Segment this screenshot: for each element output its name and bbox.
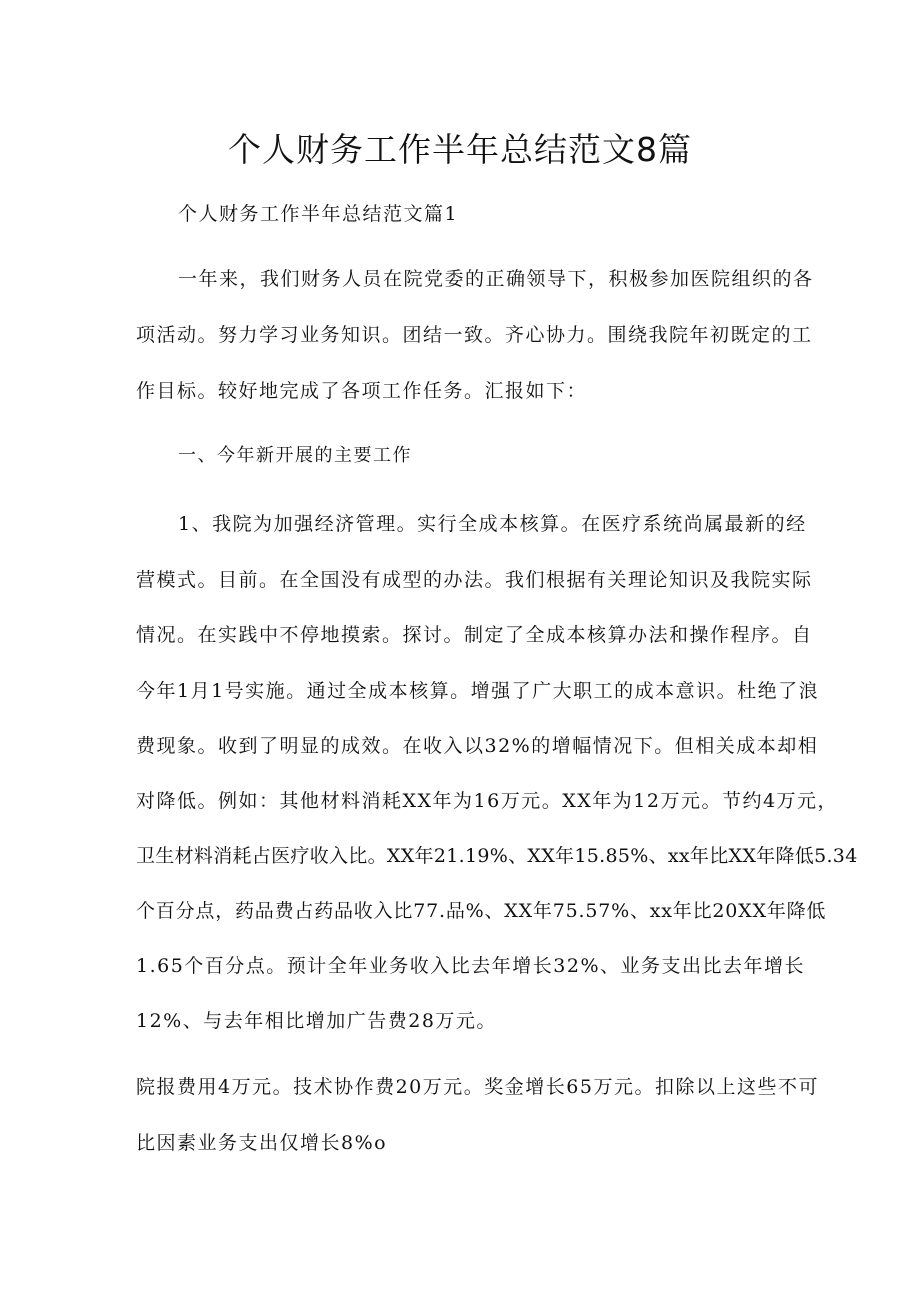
paragraph-line: 今年1月1号实施。通过全成本核算。增强了广大职工的成本意识。杜绝了浪 xyxy=(136,680,820,702)
paragraph-line: 1.65个百分点。预计全年业务收入比去年增长32%、业务支出比去年增长 xyxy=(136,955,806,977)
document-subtitle: 个人财务工作半年总结范文篇1 xyxy=(178,203,459,225)
paragraph-line: 营模式。目前。在全国没有成型的办法。我们根据有关理论知识及我院实际 xyxy=(136,569,813,591)
paragraph-line: 对降低。例如：其他材料消耗XX年为16万元。XX年为12万元。节约4万元， xyxy=(136,790,839,812)
paragraph-line: 一年来，我们财务人员在院党委的正确领导下，积极参加医院组织的各 xyxy=(178,268,814,290)
paragraph-line: 1、我院为加强经济管理。实行全成本核算。在医疗系统尚属最新的经 xyxy=(178,513,807,535)
paragraph-line: 比因素业务支出仅增长8%o xyxy=(136,1132,388,1154)
paragraph-line: 个百分点，药品费占药品收入比77.品%、XX年75.57%、xx年比20XX年降低 xyxy=(136,900,827,922)
paragraph-line: 院报费用4万元。技术协作费20万元。奖金增长65万元。扣除以上这些不可 xyxy=(136,1076,819,1098)
section-heading: 一、今年新开展的主要工作 xyxy=(178,445,412,466)
paragraph-line: 作目标。较好地完成了各项工作任务。汇报如下： xyxy=(136,380,588,402)
paragraph-line: 情况。在实践中不停地摸索。探讨。制定了全成本核算办法和操作程序。自 xyxy=(136,624,813,646)
paragraph-line: 卫生材料消耗占医疗收入比。XX年21.19%、XX年15.85%、xx年比XX年降低5.34 xyxy=(136,845,858,867)
paragraph-line: 12%、与去年相比增加广告费28万元。 xyxy=(136,1010,497,1032)
page-title: 个人财务工作半年总结范文8篇 xyxy=(228,130,692,169)
paragraph-line: 费现象。收到了明显的成效。在收入以32%的增幅情况下。但相关成本却相 xyxy=(136,735,819,757)
paragraph-line: 项活动。努力学习业务知识。团结一致。齐心协力。围绕我院年初既定的工 xyxy=(136,324,813,346)
